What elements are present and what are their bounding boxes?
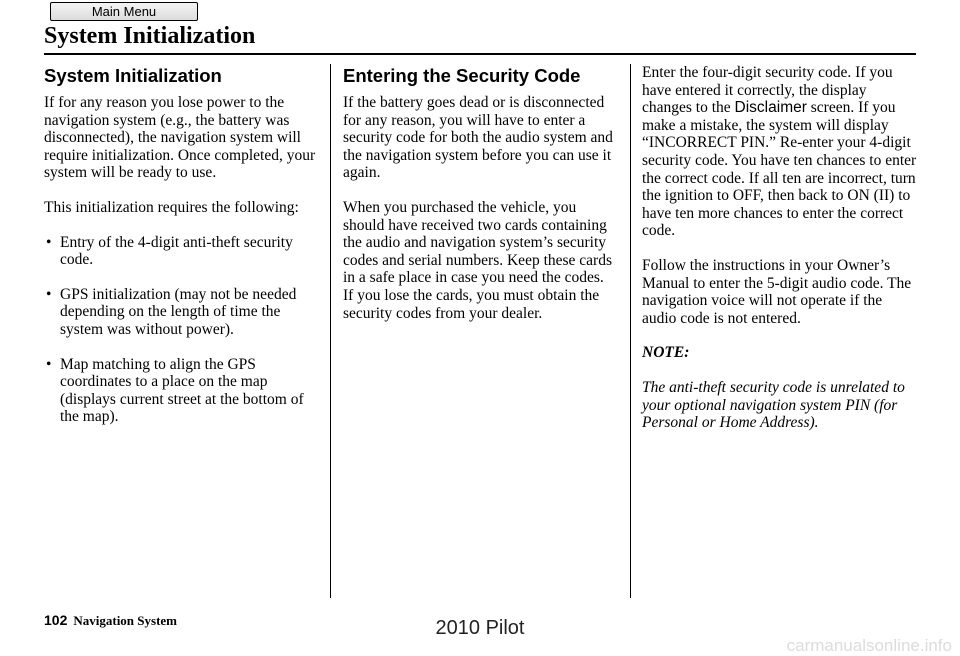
column-security-code	[343, 64, 617, 339]
note-text: The anti-theft security code is unrelated to your optional navigation system PIN (for Personal or Home Address).	[642, 378, 905, 432]
list-item-text: Map matching to align the GPS coordinates to a place on the map (displays current street at the bottom of the map).	[60, 355, 304, 426]
code-entry-paragraph	[642, 64, 920, 240]
disclaimer-screen-name: Disclaimer	[734, 99, 807, 117]
battery-paragraph: If the battery goes dead or is disconnected for any reason, you will have to enter a security code for both the audio system and the navigation system before you can use it again.	[343, 94, 613, 182]
intro-paragraph: If for any reason you lose power to the navigation system (e.g., the battery was disconnected), the navigation system will require initialization. Once completed, your system will be ready to use.	[44, 94, 316, 182]
list-item-text: Entry of the 4-digit anti-theft security code.	[60, 233, 293, 269]
requirements-paragraph: This initialization requires the following:	[44, 198, 299, 216]
column-divider	[630, 64, 631, 598]
section-heading-security-code: Entering the Security Code	[343, 65, 581, 86]
footer-label: Navigation System	[73, 613, 177, 628]
column-system-initialization	[44, 64, 318, 443]
list-item	[44, 286, 318, 339]
page-number: 102	[44, 612, 68, 628]
page-title: System Initialization	[44, 23, 256, 49]
code-entry-text-end: screen. If you make a mistake, the system will display “INCORRECT PIN.” Re-enter your 4-digit security code. You have ten chances to enter the correct code. If all ten are incorrect, turn the ignition to OFF, then back to ON (II) to have ten more chances to enter the correct code.	[642, 99, 917, 240]
cards-paragraph: When you purchased the vehicle, you should have received two cards containing the audio and navigation system’s security codes and serial numbers. Keep these cards in a safe place in case you need the codes. If you lose the cards, you must obtain the security codes from your dealer.	[343, 198, 612, 322]
model-watermark: 2010 Pilot	[435, 617, 525, 639]
code-entry-text-start: Enter the four-digit security code. If you have entered it correctly, the display changes to the	[642, 64, 893, 117]
column-code-entry	[642, 64, 920, 449]
title-rule	[44, 53, 916, 55]
requirements-list	[44, 234, 318, 426]
list-item	[44, 356, 318, 426]
list-item-text: GPS initialization (may not be needed depending on the length of time the system was without power).	[60, 285, 297, 338]
bullet-icon: •	[46, 355, 52, 373]
site-watermark: carmanualsonline.info	[786, 636, 952, 655]
bullet-icon: •	[46, 233, 52, 251]
bullet-icon: •	[46, 285, 52, 303]
audio-code-paragraph: Follow the instructions in your Owner’s Manual to enter the 5-digit audio code. The navigation voice will not operate if the audio code is not entered.	[642, 256, 912, 327]
column-divider	[330, 64, 331, 598]
note-label: NOTE:	[642, 344, 690, 362]
list-item	[44, 234, 318, 269]
section-heading-system-initialization: System Initialization	[44, 65, 222, 86]
main-menu-button[interactable]: Main Menu	[50, 2, 198, 21]
